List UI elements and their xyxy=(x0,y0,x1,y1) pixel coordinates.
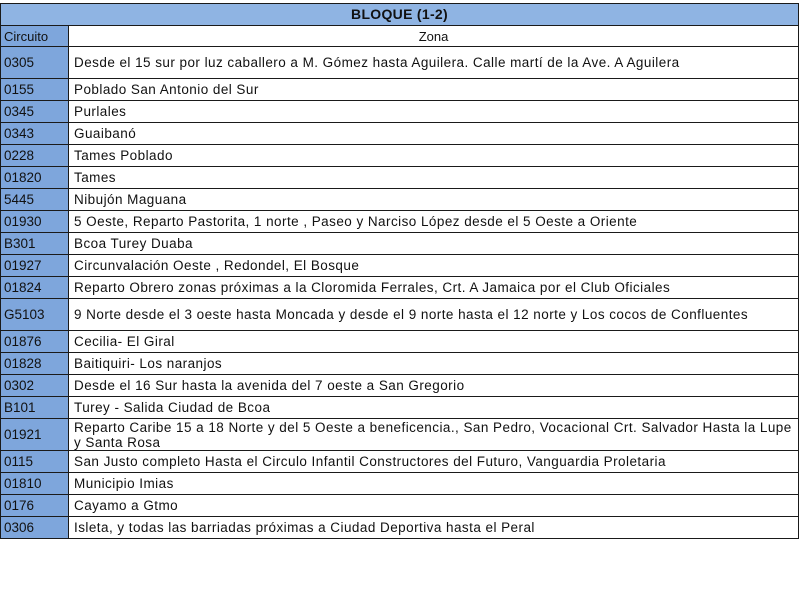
table-title-row xyxy=(1,4,799,26)
circuit-code-cell: 01930 xyxy=(1,211,69,233)
zone-description-cell: Circunvalación Oeste , Redondel, El Bosque xyxy=(69,255,799,277)
zone-description-cell: Desde el 16 Sur hasta la avenida del 7 oeste a San Gregorio xyxy=(69,375,799,397)
table-row xyxy=(1,167,799,189)
zone-description-cell: Turey - Salida Ciudad de Bcoa xyxy=(69,397,799,419)
circuit-code-cell: 0228 xyxy=(1,145,69,167)
circuit-code-cell: G5103 xyxy=(1,299,69,331)
zone-description-cell: Cayamo a Gtmo xyxy=(69,495,799,517)
circuit-zone-table-container xyxy=(0,3,798,539)
circuit-code-cell: 0343 xyxy=(1,123,69,145)
circuit-code-cell: B301 xyxy=(1,233,69,255)
circuit-code-cell: 01921 xyxy=(1,419,69,451)
column-header-zona: Zona xyxy=(69,26,799,47)
circuit-code-cell: 01824 xyxy=(1,277,69,299)
circuit-code-cell: 01820 xyxy=(1,167,69,189)
table-row xyxy=(1,419,799,451)
circuit-code-cell: 0345 xyxy=(1,101,69,123)
circuit-code-cell: 0306 xyxy=(1,517,69,539)
circuit-zone-table xyxy=(0,3,799,539)
zone-description-cell: Isleta, y todas las barriadas próximas a Ciudad Deportiva hasta el Peral xyxy=(69,517,799,539)
zone-description-cell: 5 Oeste, Reparto Pastorita, 1 norte , Paseo y Narciso López desde el 5 Oeste a Oriente xyxy=(69,211,799,233)
table-row xyxy=(1,375,799,397)
zone-description-cell: Reparto Obrero zonas próximas a la Cloromida Ferrales, Crt. A Jamaica por el Club Oficiales xyxy=(69,277,799,299)
table-row xyxy=(1,473,799,495)
circuit-code-cell: 01876 xyxy=(1,331,69,353)
circuit-code-cell: 0176 xyxy=(1,495,69,517)
table-row xyxy=(1,331,799,353)
zone-description-cell: Baitiquiri- Los naranjos xyxy=(69,353,799,375)
table-row xyxy=(1,255,799,277)
zone-description-cell: San Justo completo Hasta el Circulo Infantil Constructores del Futuro, Vanguardia Proletaria xyxy=(69,451,799,473)
zone-description-cell: Cecilia- El Giral xyxy=(69,331,799,353)
table-row xyxy=(1,189,799,211)
table-row xyxy=(1,101,799,123)
circuit-code-cell: 0302 xyxy=(1,375,69,397)
table-header-row xyxy=(1,26,799,47)
zone-description-cell: Tames Poblado xyxy=(69,145,799,167)
zone-description-cell: Poblado San Antonio del Sur xyxy=(69,79,799,101)
circuit-code-cell: B101 xyxy=(1,397,69,419)
zone-description-cell: Tames xyxy=(69,167,799,189)
circuit-code-cell: 0115 xyxy=(1,451,69,473)
table-row xyxy=(1,233,799,255)
zone-description-cell: Municipio Imias xyxy=(69,473,799,495)
column-header-circuito: Circuito xyxy=(1,26,69,47)
circuit-code-cell: 01828 xyxy=(1,353,69,375)
table-row xyxy=(1,517,799,539)
table-body xyxy=(1,47,799,539)
circuit-code-cell: 01810 xyxy=(1,473,69,495)
zone-description-cell: Bcoa Turey Duaba xyxy=(69,233,799,255)
table-row xyxy=(1,145,799,167)
zone-description-cell: Desde el 15 sur por luz caballero a M. Gómez hasta Aguilera. Calle martí de la Ave. A Aguilera xyxy=(69,47,799,79)
table-row xyxy=(1,277,799,299)
table-row xyxy=(1,211,799,233)
circuit-code-cell: 0155 xyxy=(1,79,69,101)
table-row xyxy=(1,47,799,79)
circuit-code-cell: 01927 xyxy=(1,255,69,277)
zone-description-cell: Reparto Caribe 15 a 18 Norte y del 5 Oeste a beneficencia., San Pedro, Vocacional Crt. Salvador Hasta la Lupe y Santa Rosa xyxy=(69,419,799,451)
table-row xyxy=(1,123,799,145)
zone-description-cell: Purlales xyxy=(69,101,799,123)
zone-description-cell: Guaibanó xyxy=(69,123,799,145)
circuit-code-cell: 0305 xyxy=(1,47,69,79)
table-row xyxy=(1,79,799,101)
table-row xyxy=(1,495,799,517)
table-row xyxy=(1,451,799,473)
table-title: BLOQUE (1-2) xyxy=(1,4,799,26)
table-row xyxy=(1,397,799,419)
zone-description-cell: Nibujón Maguana xyxy=(69,189,799,211)
table-row xyxy=(1,299,799,331)
zone-description-cell: 9 Norte desde el 3 oeste hasta Moncada y desde el 9 norte hasta el 12 norte y Los cocos de Confluentes xyxy=(69,299,799,331)
table-row xyxy=(1,353,799,375)
circuit-code-cell: 5445 xyxy=(1,189,69,211)
